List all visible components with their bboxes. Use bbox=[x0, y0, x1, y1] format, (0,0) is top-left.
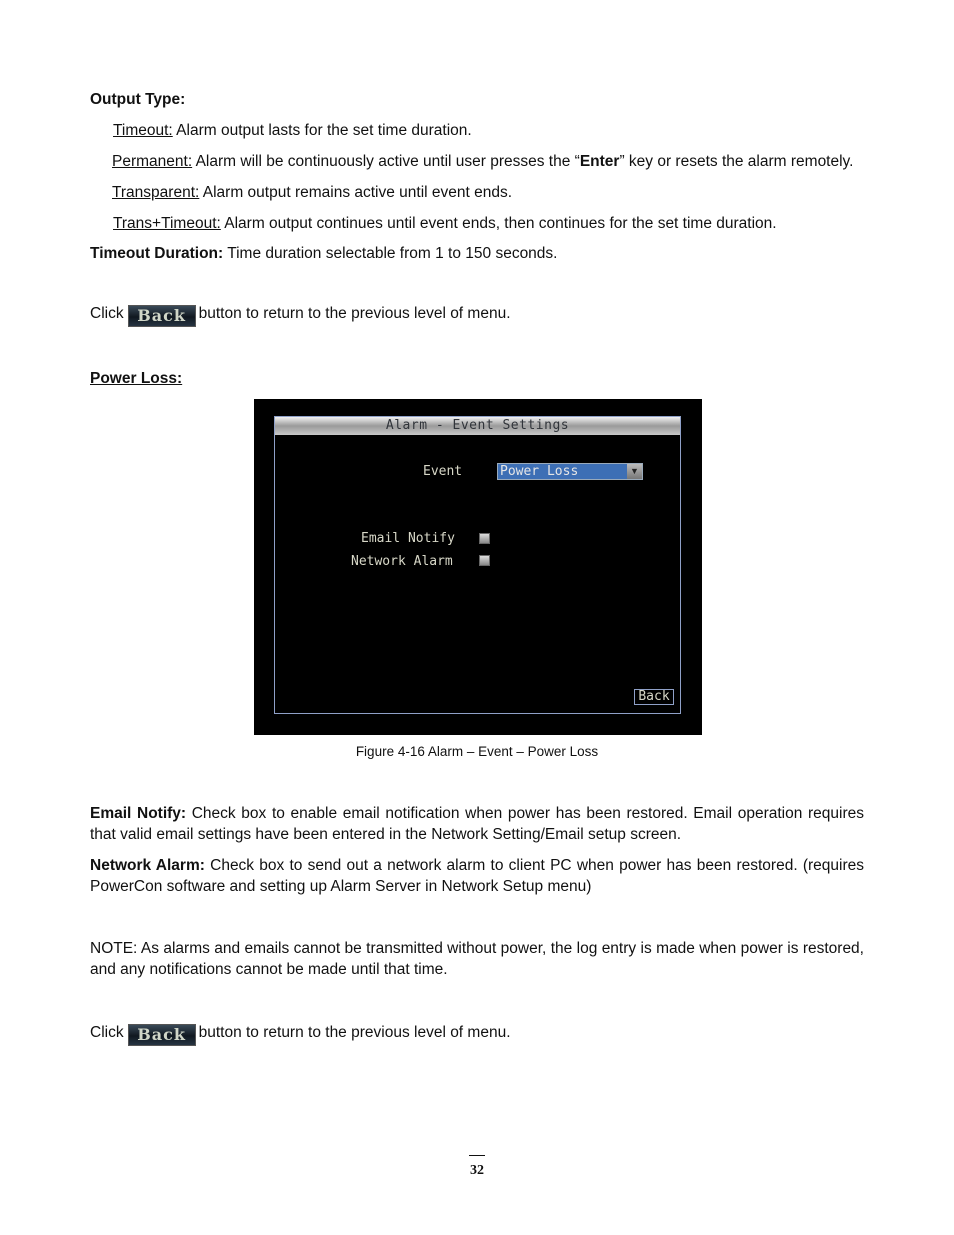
event-select-value: Power Loss bbox=[500, 464, 579, 479]
output-type-trans-timeout bbox=[113, 215, 777, 233]
dvr-screenshot bbox=[254, 399, 702, 735]
figure-caption: Figure 4-16 Alarm – Event – Power Loss bbox=[355, 744, 599, 759]
chevron-down-icon[interactable]: ▼ bbox=[627, 464, 642, 479]
network-alarm-checkbox[interactable] bbox=[479, 555, 490, 566]
click-back-pre-2: Click bbox=[90, 1024, 124, 1041]
back-button-image-2: Back bbox=[128, 1024, 196, 1046]
click-back-pre: Click bbox=[90, 305, 124, 322]
email-notify-label: Email Notify bbox=[361, 531, 455, 546]
timeout-duration-label: Timeout Duration: bbox=[90, 245, 224, 262]
desc-permanent-pre: Alarm will be continuously active until user presses the “ bbox=[192, 153, 580, 170]
network-alarm-paragraph bbox=[90, 855, 864, 897]
email-notify-paragraph bbox=[90, 803, 864, 845]
click-back-post: button to return to the previous level of menu. bbox=[198, 305, 511, 322]
network-alarm-term: Network Alarm: bbox=[90, 857, 205, 874]
click-back-post-2: button to return to the previous level of menu. bbox=[198, 1024, 511, 1041]
event-label: Event bbox=[423, 464, 463, 479]
desc-permanent-enter: Enter bbox=[579, 153, 620, 170]
email-notify-text: Check box to enable email notification when power has been restored. Email operation requires that valid email settings have been entered in the Network Setting/Email setup screen. bbox=[90, 805, 864, 843]
timeout-duration-text: Time duration selectable from 1 to 150 seconds. bbox=[223, 245, 558, 262]
power-loss-heading: Power Loss: bbox=[90, 370, 183, 387]
network-alarm-label: Network Alarm bbox=[351, 554, 453, 569]
network-alarm-text: Check box to send out a network alarm to client PC when power has been restored. (requires PowerCon software and setting up Alarm Server in Network Setup menu) bbox=[90, 857, 864, 895]
output-type-heading: Output Type: bbox=[90, 91, 186, 108]
email-notify-term: Email Notify: bbox=[90, 805, 187, 822]
output-type-permanent bbox=[112, 153, 853, 171]
term-permanent: Permanent: bbox=[112, 153, 193, 170]
desc-timeout: Alarm output lasts for the set time duration. bbox=[172, 122, 472, 139]
note-paragraph: NOTE: As alarms and emails cannot be transmitted without power, the log entry is made when power is restored, and any notifications cannot be made until that time. bbox=[90, 940, 864, 978]
desc-transparent: Alarm output remains active until event ends. bbox=[199, 184, 513, 201]
alarm-event-settings-panel bbox=[274, 416, 681, 714]
panel-title: Alarm - Event Settings bbox=[275, 417, 680, 435]
desc-trans-timeout: Alarm output continues until event ends, then continues for the set time duration. bbox=[220, 215, 777, 232]
output-type-timeout bbox=[113, 122, 472, 140]
click-back-line-2 bbox=[90, 1024, 511, 1046]
page-number: 32 bbox=[470, 1163, 484, 1178]
output-type-transparent bbox=[112, 184, 512, 202]
click-back-line-1 bbox=[90, 305, 511, 327]
back-button-image: Back bbox=[128, 305, 196, 327]
email-notify-checkbox[interactable] bbox=[479, 533, 490, 544]
screen-back-button[interactable]: Back bbox=[634, 689, 674, 705]
page-number-rule bbox=[469, 1155, 485, 1156]
term-transparent: Transparent: bbox=[112, 184, 200, 201]
desc-permanent-post: ” key or resets the alarm remotely. bbox=[619, 153, 854, 170]
event-select[interactable] bbox=[497, 463, 643, 480]
timeout-duration bbox=[90, 245, 557, 263]
term-trans-timeout: Trans+Timeout: bbox=[113, 215, 221, 232]
term-timeout: Timeout: bbox=[113, 122, 173, 139]
